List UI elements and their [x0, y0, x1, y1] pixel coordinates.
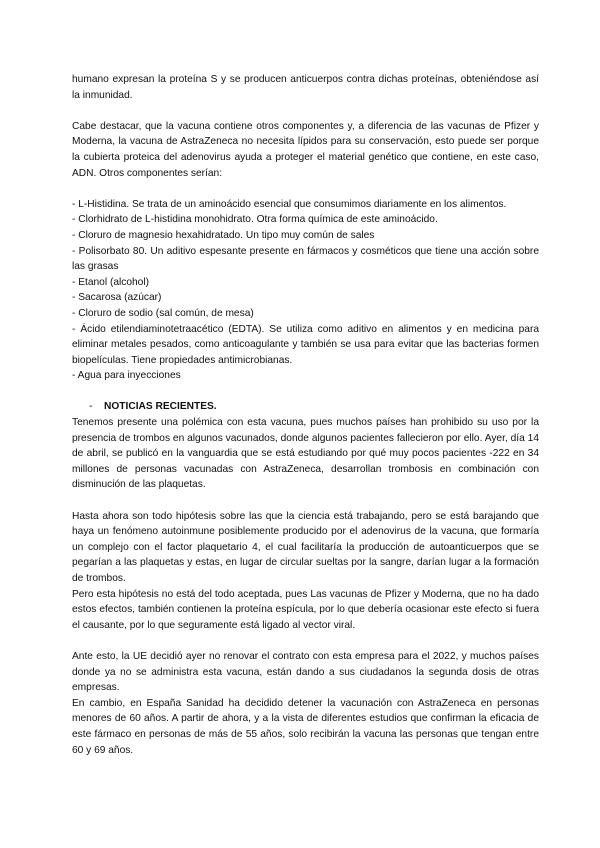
section-heading [72, 399, 539, 415]
heading-text: NOTICIAS RECIENTES. [104, 401, 217, 413]
list-item-cloruro-magnesio: - Cloruro de magnesio hexahidratado. Un tipo muy común de sales [72, 229, 375, 241]
heading-bullet: - [89, 401, 93, 413]
paragraph-spacer [72, 103, 539, 119]
paragraph-news-5: En cambio, en España Sanidad ha decidido detener la vacunación con AstraZeneca en personas menores de 60 años. A partir de ahora, y a la vista de diferentes estudios que confirman la eficacia de este fármaco en personas de más de 55 años, solo recibirán la vacuna las personas que tengan entre 60 y 69 años. [72, 697, 539, 756]
paragraph-spacer [72, 384, 539, 400]
list-item-cloruro-sodio: - Cloruro de sodio (sal común, de mesa) [72, 307, 254, 319]
list-item-edta: - Ácido etilendiaminotetraacético (EDTA). Se utiliza como aditivo en alimentos y en medicina para eliminar metales pesados, como anticoagulante y también se usa para evitar que las bacterias formen biopelículas. Tiene propiedades antimicrobianas. [72, 323, 539, 366]
paragraph-spacer [72, 633, 539, 649]
list-item-etanol: - Etanol (alcohol) [72, 276, 150, 288]
list-item-polisorbato: - Polisorbato 80. Un aditivo espesante presente en fármacos y cosméticos que tiene una acción sobre las grasas [72, 245, 539, 273]
list-item-sacarosa: - Sacarosa (azúcar) [72, 292, 162, 304]
paragraph-news-3: Pero esta hipótesis no está del todo aceptada, pues Las vacunas de Pfizer y Moderna, que no ha dado estos efectos, también contienen la proteína espícula, por lo que debería ocasionar este efecto si fuera el causante, por lo que seguramente está ligado al vector viral. [72, 588, 539, 631]
paragraph-spacer [72, 181, 539, 197]
list-item-agua: - Agua para inyecciones [72, 370, 181, 382]
paragraph-news-1: Tenemos presente una polémica con esta vacuna, pues muchos países han prohibido su uso por la presencia de trombos en algunos vacunados, donde algunos pacientes fallecieron por ello. Ayer, día 14 de abril, se publicó en la vanguardia que se está estudiando por qué muy pocos pacientes -222 en 34 millones de personas vacunadas con AstraZeneca, desarrollan trombosis en combinación con disminución de las plaquetas. [72, 417, 539, 491]
paragraph-intro: humano expresan la proteína S y se producen anticuerpos contra dichas proteínas, obteniéndose así la inmunidad. [72, 74, 539, 101]
list-item-l-histidina: - L-Histidina. Se trata de un aminoácido esencial que consumimos diariamente en los alimentos. [72, 198, 507, 210]
paragraph-news-4: Ante esto, la UE decidió ayer no renovar el contrato con esta empresa para el 2022, y muchos países donde ya no se administra esta vacuna, están dando a sus ciudadanos la segunda dosis de otras empresas. [72, 650, 539, 694]
paragraph-components: Cabe destacar, que la vacuna contiene otros componentes y, a diferencia de las vacunas de Pfizer y Moderna, la vacuna de AstraZeneca no necesita lípidos para su conservación, esto puede ser porque la cubierta proteica del adenovirus ayuda a proteger el material genético que contiene, en este caso, ADN. Otros componentes serían: [72, 120, 539, 179]
components-list [72, 197, 539, 384]
list-item-clorhidrato: - Clorhidrato de L-histidina monohidrato. Otra forma química de este aminoácido. [72, 214, 438, 226]
document-body [72, 72, 539, 758]
paragraph-news-2: Hasta ahora son todo hipótesis sobre las que la ciencia está trabajando, pero se está barajando que haya un fenómeno autoinmune posiblemente producido por el adenovirus de la vacuna, que formaría un complejo con el factor plaquetario 4, el cual facilitaría la producción de autoanticuerpos que se pegarían a las plaquetas y estas, en lugar de circular sueltas por la sangre, darían lugar a la formación de trombos. [72, 510, 539, 584]
paragraph-spacer [72, 493, 539, 509]
